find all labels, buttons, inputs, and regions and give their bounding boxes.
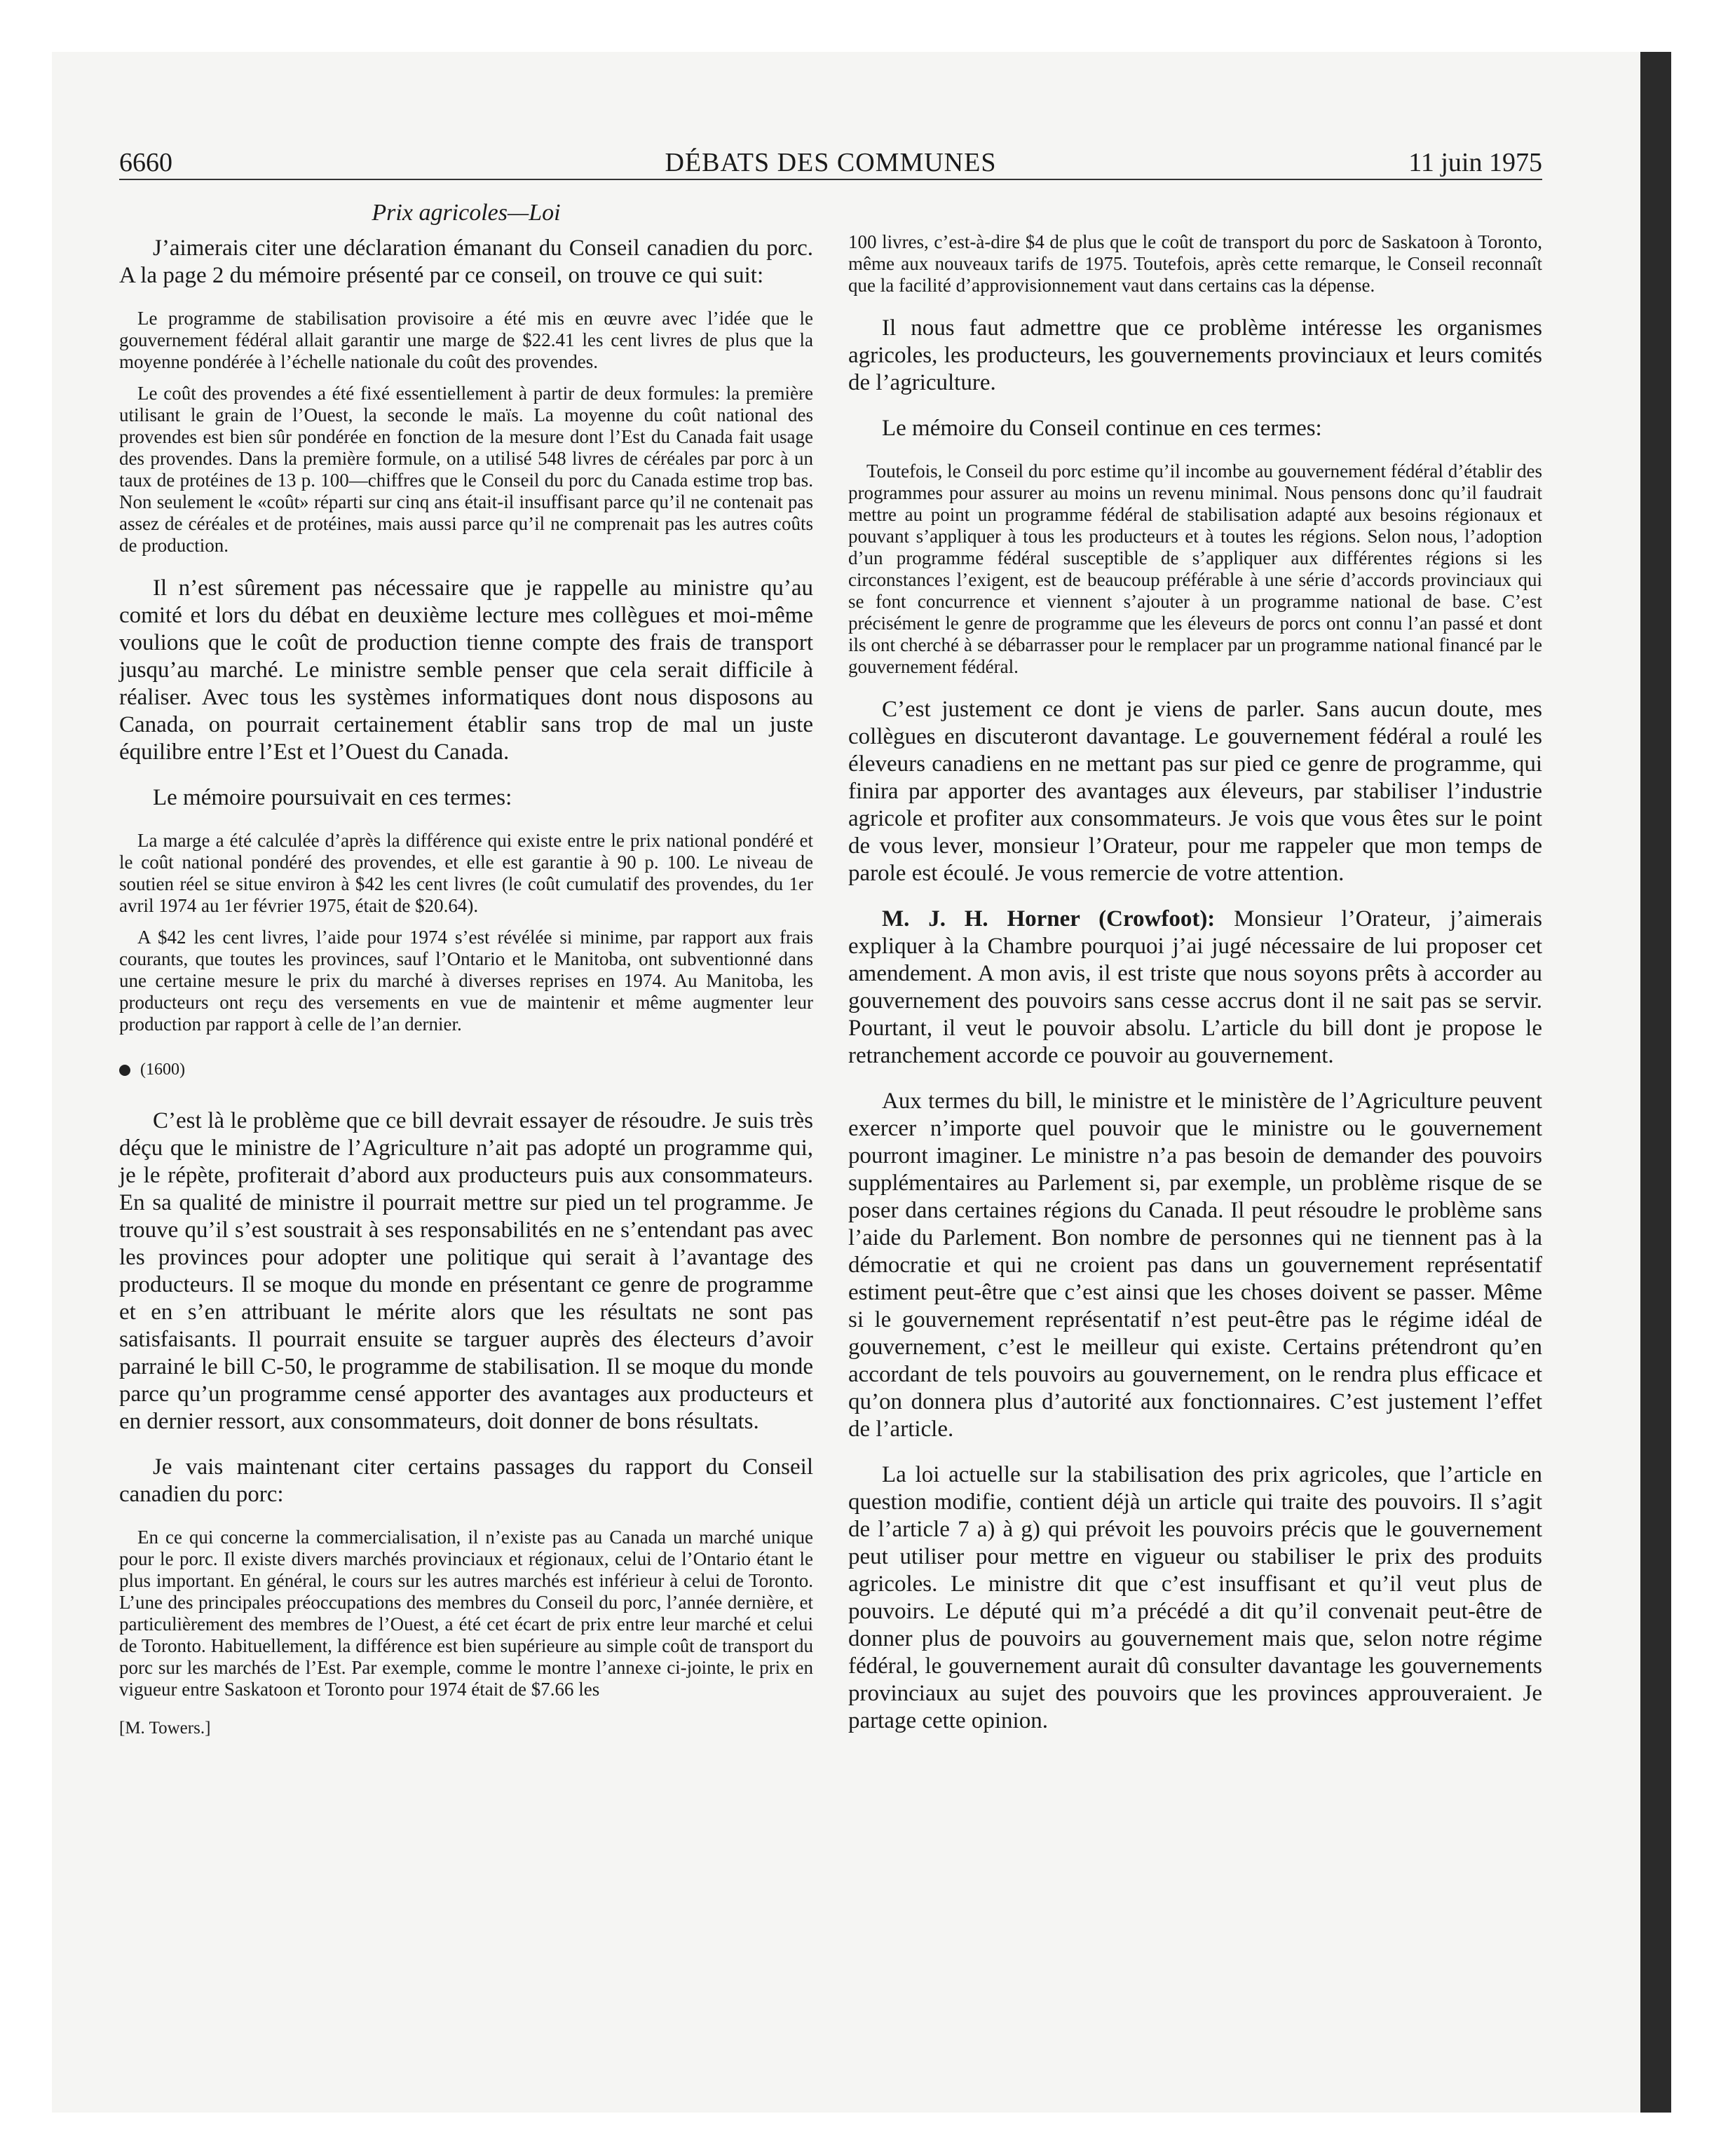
- paragraph: Aux termes du bill, le ministre et le ministère de l’Agriculture peuvent exercer n’importe quel pouvoir que le ministre ou le gouvernement pourront imaginer. Le ministre n’a pas besoin de demander des pouvoirs supplémentaires au Parlement si, par exemple, un problème risque de se poser dans certaines régions du Canada. Il peut résoudre le problème sans l’aide du Parlement. Bon nombre de personnes qui ne tiennent pas à la démocratie et qui ne croient pas dans un gouvernement représentatif estiment peut-être que c’est ainsi que les choses doivent se passer. Même si le gouvernement représentatif n’est peut-être pas le régime idéal de gouvernement, c’est le meilleur qui existe. Certains prétendront qu’en accordant de tels pouvoirs au gouvernement, on le rendra plus efficace et qu’on donnera plus d’autorité aux fonctionnaires. C’est justement l’effet de l’article.: [848, 1089, 1542, 1442]
- quotation: [848, 460, 1542, 678]
- paragraph: Le mémoire du Conseil continue en ces termes:: [882, 416, 1322, 441]
- quotation: [119, 1527, 813, 1700]
- section-title: Prix agricoles—Loi: [372, 200, 561, 226]
- quotation: [119, 830, 813, 1035]
- paragraph: C’est justement ce dont je viens de parler. Sans aucun doute, mes collègues en discuteront davantage. Le gouvernement fédéral a roulé les éleveurs canadiens en ne mettant pas sur pied ce genre de programme, qui finira par apporter des avantages aux éleveurs, par stabiliser l’industrie agricole et profiter aux consommateurs. Je vois que vous êtes sur le point de vous lever, monsieur l’Orateur, pour me rappeler que mon temps de parole est écoulé. Je vous remercie de votre attention.: [848, 697, 1542, 886]
- left-column: [119, 200, 813, 1738]
- publication-title: DÉBATS DES COMMUNES: [665, 148, 997, 177]
- quote-paragraph: 100 livres, c’est-à-dire $4 de plus que le coût de transport du porc de Saskatoon à Toronto, même aux nouveaux tarifs de 1975. Toutefois, après cette remarque, le Conseil reconnaît que la facilité d’approvisionnement vaut dans certains cas la dépense.: [848, 231, 1542, 296]
- quote-paragraph: En ce qui concerne la commercialisation, il n’existe pas au Canada un marché unique pour le porc. Il existe divers marchés provinciaux et régionaux, celui de l’Ontario étant le plus important. En général, le cours sur les autres marchés est inférieur à celui de Toronto. L’une des principales préoccupations des membres du Conseil du porc, l’année dernière, et particulièrement des membres de l’Ouest, a été cet écart de prix entre leur marché et celui de Toronto. Habituellement, la différence est bien supérieure au simple coût de transport du porc sur les marchés de l’Est. Par exemple, comme le montre l’annexe ci-jointe, le prix en vigueur entre Saskatoon et Toronto pour 1974 était de $7.66 les: [119, 1527, 813, 1700]
- quote-paragraph: Toutefois, le Conseil du porc estime qu’il incombe au gouvernement fédéral d’établir des programmes pour assurer au moins un revenu minimal. Nous pensons donc qu’il faudrait mettre au point un programme fédéral de stabilisation adapté aux besoins régionaux et pouvant s’appliquer à tous les producteurs et à toutes les régions. Selon nous, l’adoption d’un programme fédéral susceptible de s’appliquer aux différentes régions si les circonstances l’exigent, est de beaucoup préférable à une série d’accords provinciaux qui se font concurrence et viennent s’ajouter à un programme national de base. C’est précisément le genre de programme que les éleveurs de porcs ont connu l’an passé et dont ils ont cherché à se débarrasser pour le remplacer par un programme national financé par le gouvernement fédéral.: [848, 460, 1542, 677]
- quotation: [119, 308, 813, 557]
- quote-paragraph: Le programme de stabilisation provisoire a été mis en œuvre avec l’idée que le gouvernement fédéral allait garantir une marge de $22.41 les cent livres de plus que la moyenne pondérée à l’échelle nationale du coût des provendes.: [119, 308, 813, 372]
- speaker-name: M. J. H. Horner (Crowfoot):: [882, 906, 1216, 932]
- quotation: [848, 231, 1542, 296]
- page-header: [119, 140, 1542, 182]
- paragraph: La loi actuelle sur la stabilisation des prix agricoles, que l’article en question modifie, contient déjà un article qui traite des pouvoirs. Il s’agit de l’article 7 a) à g) qui prévoit les pouvoirs précis que le gouvernement peut utiliser pour mettre en vigueur ou stabiliser le prix des produits agricoles. Le ministre dit que c’est insuffisant et qu’il veut plus de pouvoirs. Le député qui m’a précédé a dit qu’il convenait peut-être de donner plus de pouvoirs au gouvernement mais que, selon notre régime fédéral, le gouvernement aurait dû consulter davantage les gouvernements provinciaux au sujet des pouvoirs que les provinces approuveraient. Je partage cette opinion.: [848, 1462, 1542, 1733]
- paragraph: Je vais maintenant citer certains passages du rapport du Conseil canadien du porc:: [119, 1454, 813, 1507]
- paragraph: C’est là le problème que ce bill devrait essayer de résoudre. Je suis très déçu que le ministre de l’Agriculture n’ait pas adopté un programme qui, je le répète, profiterait d’abord aux producteurs puis aux consommateurs. En sa qualité de ministre il pourrait mettre sur pied un tel programme. Je trouve qu’il s’est soustrait à ses responsabilités en ne s’entendant pas avec les provinces pour adopter une politique qui serait à l’avantage des producteurs. Il se moque du monde en présentant ce genre de programme et en s’en attribuant le mérite alors que les résultats ne sont pas satisfaisants. Il pourrait ensuite se targuer auprès des électeurs d’avoir parrainé le bill C-50, le programme de stabilisation. Il se moque du monde parce qu’un programme censé apporter des avantages aux producteurs et en dernier ressort, aux consommateurs, doit donner de bons résultats.: [119, 1108, 813, 1434]
- speech-text: Monsieur l’Orateur, j’aimerais expliquer à la Chambre pourquoi j’ai jugé nécessaire de lui proposer cet amendement. A mon avis, il est triste que nous soyons prêts à accorder au gouvernement des pouvoirs sans cesse accrus dont il ne sait pas se servir. Pourtant, il veut le pouvoir absolu. L’article du bill dont je propose le retranchement accorde ce pouvoir au gouvernement.: [848, 906, 1543, 1068]
- time-marker-label: (1600): [140, 1060, 185, 1079]
- bullet-icon: [119, 1065, 130, 1076]
- scan-edge-shadow: [1640, 52, 1671, 2113]
- right-column: [848, 231, 1542, 1753]
- page-number: 6660: [119, 148, 172, 177]
- paragraph: Il nous faut admettre que ce problème intéresse les organismes agricoles, les producteurs, les gouvernements provinciaux et leurs comités de l’agriculture.: [848, 315, 1542, 395]
- quote-paragraph: A $42 les cent livres, l’aide pour 1974 s’est révélée si minime, par rapport aux frais courants, que toutes les provinces, sauf l’Ontario et le Manitoba, ont subventionné dans une certaine mesure le prix du marché à diverses reprises en 1974. Au Manitoba, les producteurs ont reçu des versements en vue de maintenir et même augmenter leur production par rapport à celle de l’an dernier.: [119, 927, 813, 1035]
- paragraph: Le mémoire poursuivait en ces termes:: [153, 785, 512, 810]
- header-rule: [119, 179, 1542, 180]
- paragraph: Il n’est sûrement pas nécessaire que je rappelle au ministre qu’au comité et lors du débat en deuxième lecture mes collègues et moi-même voulions que le coût de production tienne compte des frais de transport jusqu’au marché. Le ministre semble penser que cela serait difficile à réaliser. Avec tous les systèmes informatiques dont nous disposons au Canada, on pourrait certainement établir sans trop de mal un juste équilibre entre l’Est et l’Ouest du Canada.: [119, 575, 813, 765]
- paragraph: [848, 906, 1542, 1070]
- speaker-footnote: [M. Towers.]: [119, 1719, 211, 1738]
- page-date: 11 juin 1975: [1408, 148, 1542, 177]
- quote-paragraph: La marge a été calculée d’après la différence qui existe entre le prix national pondéré et le coût national pondéré des provendes, et elle est garantie à 90 p. 100. Le niveau de soutien réel se situe environ à $42 les cent livres (le coût cumulatif des provendes, du 1er avril 1974 au 1er février 1975, était de $20.64).: [119, 830, 813, 916]
- paragraph: J’aimerais citer une déclaration émanant du Conseil canadien du porc. A la page 2 du mémoire présenté par ce conseil, on trouve ce qui suit:: [119, 236, 813, 288]
- time-marker: [119, 1060, 813, 1079]
- quote-paragraph: Le coût des provendes a été fixé essentiellement à partir de deux formules: la première utilisant le grain de l’Ouest, la seconde le maïs. La moyenne du coût national des provendes est bien sûr pondérée en fonction de la mesure dont l’Est du Canada fait usage des provendes. Dans la première formule, on a utilisé 548 livres de céréales par porc à un taux de protéines de 13 p. 100—chiffres que le Conseil du porc du Canada estime trop bas. Non seulement le «coût» réparti sur cinq ans était-il insuffisant parce qu’il ne contenait pas assez de céréales et de protéines, mais aussi parce qu’il ne comprenait pas les autres coûts de production.: [119, 383, 813, 556]
